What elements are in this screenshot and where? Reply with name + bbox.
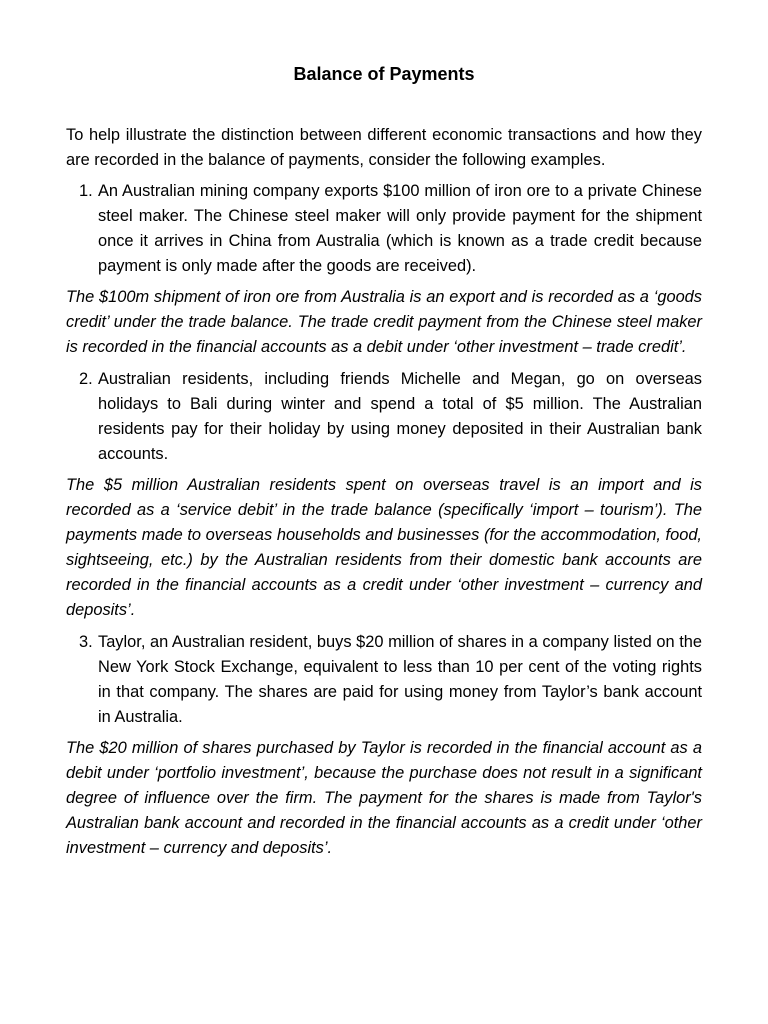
example-text: An Australian mining company exports $100 million of iron ore to a private Chinese steel maker. The Chinese steel maker will only provide payment for the shipment once it arrives in China from Australia (which is known as a trade credit because payment is only made after the goods are received). (98, 182, 702, 275)
page-title: Balance of Payments (293, 64, 475, 84)
example-explanation-3: The $20 million of shares purchased by Taylor is recorded in the financial account as a debit under ‘portfolio investment’, because the purchase does not result in a significant degree of influence over the firm. The payment for the shares is made from Taylor's Australian bank account and recorded in the financial accounts as a credit under ‘other investment – currency and deposits’. (66, 739, 702, 857)
example-number: 1. (79, 182, 93, 200)
example-number: 2. (79, 370, 93, 388)
example-item-3 (66, 630, 702, 730)
example-number: 3. (79, 633, 93, 651)
example-item-1 (66, 179, 702, 279)
example-text: Taylor, an Australian resident, buys $20 million of shares in a company listed on the New York Stock Exchange, equivalent to less than 10 per cent of the voting rights in that company. The shares are paid for using money from Taylor’s bank account in Australia. (98, 633, 702, 726)
example-text: Australian residents, including friends Michelle and Megan, go on overseas holidays to Bali during winter and spend a total of $5 million. The Australian residents pay for their holiday by using money deposited in their Australian bank accounts. (98, 370, 702, 463)
intro-paragraph: To help illustrate the distinction between different economic transactions and how they are recorded in the balance of payments, consider the following examples. (66, 126, 702, 169)
example-explanation-2: The $5 million Australian residents spent on overseas travel is an import and is recorded as a ‘service debit’ in the trade balance (specifically ‘import – tourism’). The payments made to overseas households and businesses (for the accommodation, food, sightseeing, etc.) by the Australian residents from their domestic bank accounts are recorded in the financial accounts as a credit under ‘other investment – currency and deposits’. (66, 476, 702, 619)
example-item-2 (66, 367, 702, 467)
example-explanation-1: The $100m shipment of iron ore from Australia is an export and is recorded as a ‘goods credit’ under the trade balance. The trade credit payment from the Chinese steel maker is recorded in the financial accounts as a debit under ‘other investment – trade credit’. (66, 288, 702, 356)
